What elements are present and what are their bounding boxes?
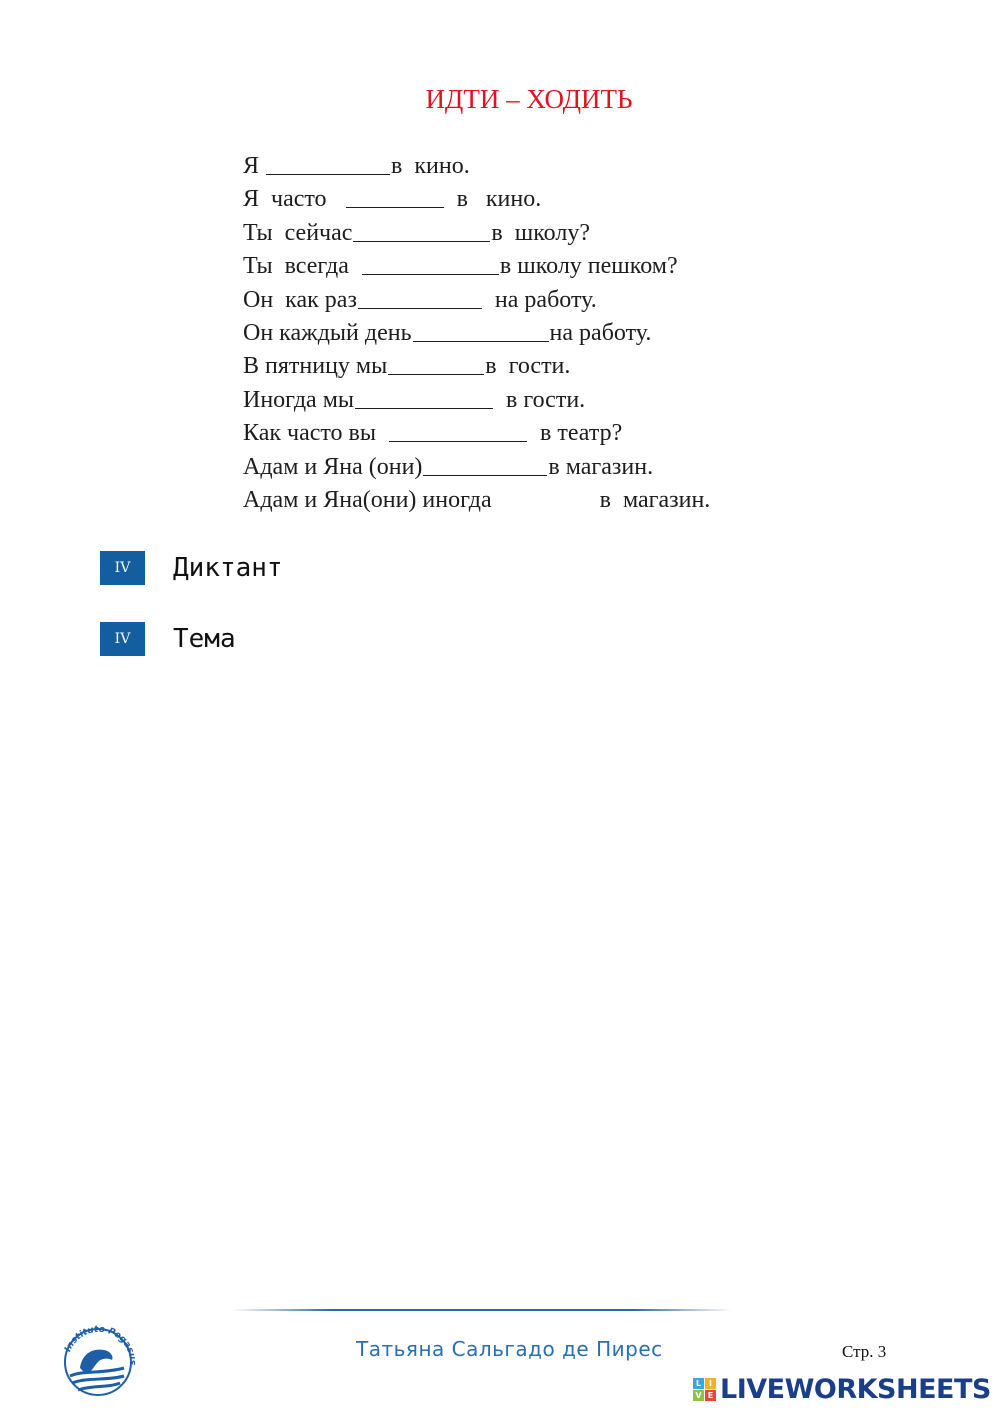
line-text-after: в кино. — [391, 153, 470, 179]
section-title: Диктант — [173, 553, 283, 583]
answer-blank[interactable] — [493, 486, 599, 509]
line-text-before: Он как раз — [243, 286, 357, 313]
answer-blank[interactable] — [266, 152, 390, 175]
cube-letter: V — [693, 1390, 704, 1401]
liveworksheets-cubes-icon — [693, 1378, 716, 1401]
cube-letter: E — [705, 1390, 716, 1401]
instituto-pegasus-logo — [58, 1316, 138, 1402]
answer-blank[interactable] — [413, 319, 549, 342]
line-text-after: на работу. — [482, 286, 597, 313]
line-text-after: в магазин. — [548, 453, 654, 480]
section-badge: IV — [100, 551, 145, 585]
cube-letter: L — [693, 1378, 704, 1389]
exercise-line — [243, 350, 803, 383]
exercise-line — [243, 317, 803, 350]
line-text-before: Ты сейчас — [243, 219, 353, 246]
answer-blank[interactable] — [389, 419, 527, 442]
exercise-line — [243, 183, 803, 216]
line-text-before: Он каждый день — [243, 319, 412, 346]
line-text-after: в магазин. — [599, 486, 711, 513]
line-text-after: в школу? — [491, 219, 590, 246]
svg-text:Instituto Pegasus: Instituto Pegasus — [63, 1324, 138, 1366]
answer-blank[interactable] — [423, 453, 547, 476]
exercise-line — [243, 484, 803, 517]
line-text-after: на работу. — [549, 319, 652, 346]
line-text-before: Я — [243, 153, 266, 179]
exercise-line — [243, 217, 803, 250]
page-number: Стр. 3 — [842, 1342, 887, 1361]
exercise-line — [243, 384, 803, 417]
answer-blank[interactable] — [353, 219, 490, 242]
answer-blank[interactable] — [358, 286, 482, 309]
line-text-after: в кино. — [444, 186, 542, 213]
answer-blank[interactable] — [355, 386, 493, 409]
liveworksheets-watermark — [693, 1374, 991, 1405]
section-topic — [100, 622, 236, 656]
worksheet-title: ИДТИ – ХОДИТЬ — [425, 84, 633, 114]
line-text-before: В пятницу мы — [243, 353, 388, 380]
line-text-before: Я часто — [243, 186, 345, 213]
section-title: Тема — [173, 624, 236, 654]
exercise-line — [243, 451, 803, 484]
line-text-before: Ты всегда — [243, 253, 361, 280]
line-text-after: в театр? — [528, 420, 623, 447]
line-text-before: Иногда мы — [243, 386, 354, 413]
exercise-list — [243, 150, 803, 517]
section-badge: IV — [100, 622, 145, 656]
line-text-after: в гости. — [494, 386, 586, 413]
liveworksheets-text: LIVEWORKSHEETS — [720, 1374, 991, 1405]
author-name: Татьяна Сальгадо де Пирес — [356, 1337, 663, 1361]
line-text-before: Как часто вы — [243, 420, 389, 447]
line-text-after: в гости. — [485, 353, 571, 380]
exercise-line — [243, 150, 803, 183]
answer-blank[interactable] — [362, 252, 499, 275]
exercise-line — [243, 284, 803, 317]
exercise-line — [243, 417, 803, 450]
line-text-before: Адам и Яна (они) — [243, 453, 423, 480]
cube-letter: I — [705, 1378, 716, 1389]
answer-blank[interactable] — [388, 352, 484, 375]
exercise-line — [243, 250, 803, 283]
line-text-before: Адам и Яна(они) иногда — [243, 486, 492, 513]
footer-divider — [232, 1309, 732, 1311]
answer-blank[interactable] — [346, 185, 444, 208]
section-dictation — [100, 551, 283, 585]
line-text-after: в школу пешком? — [499, 253, 678, 280]
